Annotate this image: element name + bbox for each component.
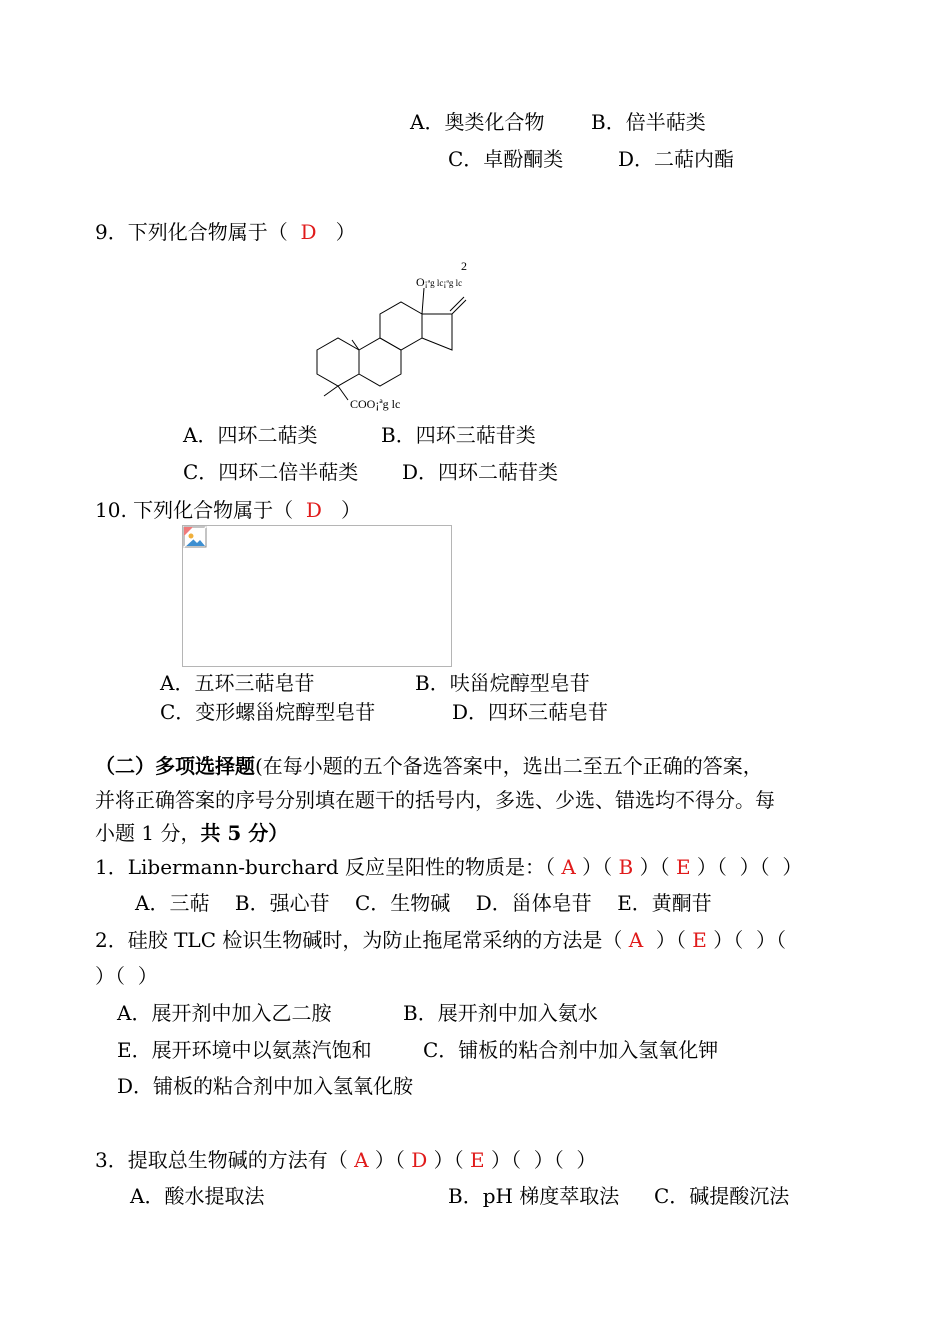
q9-option-c: C．四环二倍半萜类 bbox=[183, 460, 359, 484]
ring-d bbox=[422, 314, 452, 350]
broken-image-icon bbox=[183, 526, 207, 548]
mq3-option-a: A．酸水提取法 bbox=[130, 1184, 265, 1208]
q10-stem-prefix: 10. 下列化合物属于（ bbox=[95, 498, 294, 522]
mq3-answer-3: E bbox=[470, 1148, 485, 1172]
section2-heading-line bbox=[95, 752, 763, 780]
q10-option-a: A．五环三萜皂苷 bbox=[160, 671, 315, 695]
mq2-answer-1: A bbox=[628, 928, 644, 952]
mq3-option-b: B．pH 梯度萃取法 bbox=[448, 1184, 620, 1208]
mq1-answer-3: E bbox=[675, 855, 691, 879]
mq3-option-c: C．碱提酸沉法 bbox=[654, 1184, 790, 1208]
mq3-stem-line: 3．提取总生物碱的方法有（ A ）（ D ）（ E ）（ ）（ ） bbox=[95, 1148, 597, 1172]
mq2-option-b: B．展开剂中加入氨水 bbox=[403, 1001, 598, 1025]
section2-instructions-1: (在每小题的五个备选答案中，选出二至五个正确的答案， bbox=[255, 754, 763, 778]
q9-stem-prefix: 9．下列化合物属于（ bbox=[95, 220, 288, 244]
q9-stem-suffix: ） bbox=[335, 220, 356, 244]
mq2-stem-line: 2．硅胶 TLC 检识生物碱时，为防止拖尾常采纳的方法是（ A ）（ E ）（ ）（ bbox=[95, 928, 786, 952]
section2-instructions-3: 小题 1 分，共 5 分） bbox=[95, 821, 289, 845]
mq1-stem-line: 1．Libermann-burchard 反应呈阳性的物质是：（ A ）（ B ）（ E ）（ ）（ ） bbox=[95, 855, 803, 879]
mq3-stem: 3．提取总生物碱的方法有 bbox=[95, 1148, 328, 1172]
q9-chemical-structure bbox=[300, 262, 560, 417]
ring-a bbox=[317, 338, 359, 386]
q10-stem bbox=[95, 496, 361, 524]
mq2-option-e: E．展开环境中以氨蒸汽饱和 bbox=[117, 1038, 372, 1062]
mq3-answer-2: D bbox=[411, 1148, 428, 1172]
mq2-stem: 2．硅胶 TLC 检识生物碱时，为防止拖尾常采纳的方法是 bbox=[95, 928, 603, 952]
mq2-stem-continuation: ）（ ） bbox=[95, 964, 158, 988]
q10-stem-suffix: ） bbox=[341, 498, 362, 522]
ring-c bbox=[380, 302, 422, 350]
q8-option-b: B．倍半萜类 bbox=[591, 110, 706, 134]
q10-option-c: C．变形螺甾烷醇型皂苷 bbox=[160, 700, 376, 724]
mq1-answer-1: A bbox=[561, 855, 576, 879]
q9-option-d: D．四环二萜苷类 bbox=[402, 460, 559, 484]
q9-answer: D bbox=[300, 220, 317, 244]
q10-answer: D bbox=[305, 498, 322, 522]
q10-image-placeholder bbox=[182, 525, 452, 667]
ring-b bbox=[359, 338, 401, 386]
mq2-option-a: A．展开剂中加入乙二胺 bbox=[117, 1001, 332, 1025]
mq1-stem: 1．Libermann-burchard 反应呈阳性的物质是： bbox=[95, 855, 545, 879]
struct-top-o: O¡ªg lc¡ªg lc bbox=[416, 275, 463, 289]
mq3-answer-1: A bbox=[354, 1148, 369, 1172]
struct-superscript: 2 bbox=[461, 262, 467, 273]
mq2-answer-2: E bbox=[692, 928, 707, 952]
mq1-options: A．三萜 B．强心苷 C．生物碱 D．甾体皂苷 E．黄酮苷 bbox=[135, 891, 712, 915]
q10-option-d: D．四环三萜皂苷 bbox=[452, 700, 609, 724]
mq2-option-d: D．铺板的粘合剂中加入氢氧化胺 bbox=[117, 1074, 414, 1098]
section2-instructions-2: 并将正确答案的序号分别填在题干的括号内，多选、少选、错选均不得分。每 bbox=[95, 788, 775, 812]
q8-option-c: C．卓酚酮类 bbox=[448, 147, 564, 171]
q9-stem bbox=[95, 218, 356, 246]
q10-option-b: B．呋甾烷醇型皂苷 bbox=[415, 671, 590, 695]
q8-option-d: D．二萜内酯 bbox=[618, 147, 735, 171]
q9-option-b: B．四环三萜苷类 bbox=[381, 423, 536, 447]
section2-heading: （二）多项选择题 bbox=[95, 754, 255, 778]
q9-option-a: A．四环二萜类 bbox=[183, 423, 318, 447]
q8-option-a: A．奥类化合物 bbox=[410, 110, 545, 134]
mq1-answer-2: B bbox=[618, 855, 634, 879]
struct-bottom-label: COO¡ªg lc bbox=[350, 397, 401, 411]
mq2-option-c: C．铺板的粘合剂中加入氢氧化钾 bbox=[423, 1038, 719, 1062]
